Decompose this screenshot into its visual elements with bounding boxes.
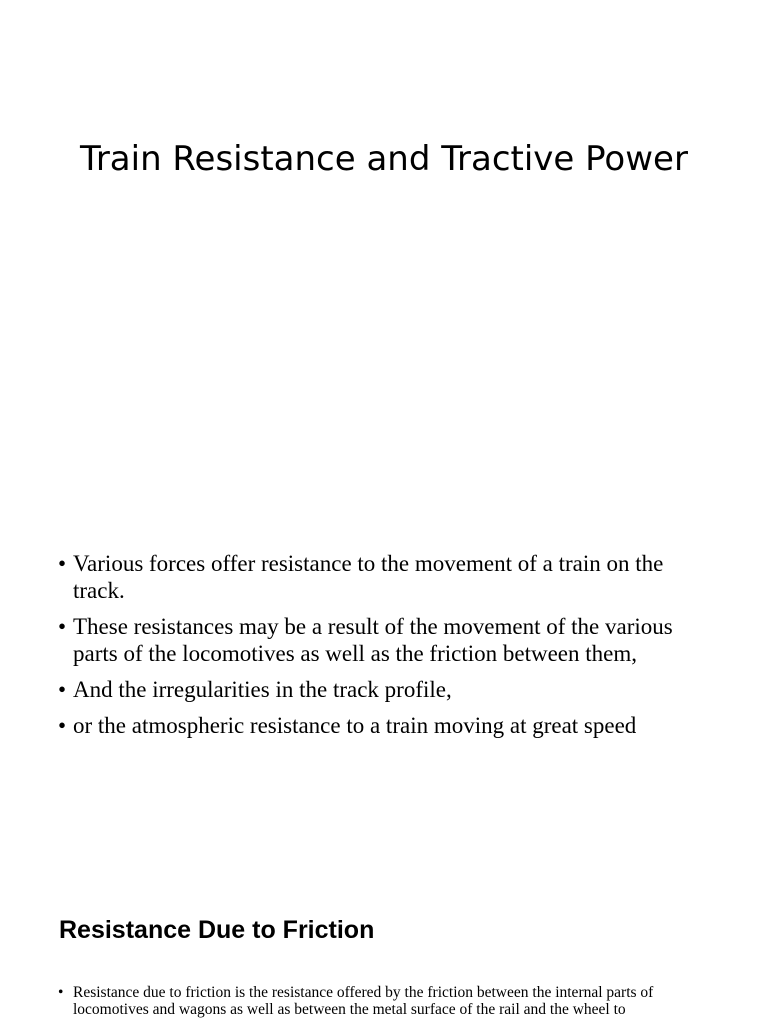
bullet-icon: • [58,551,67,576]
bullet-icon: • [58,713,67,738]
bullet-text: Resistance due to friction is the resistance offered by the friction between the internal parts of locomotives and wagons as well as between the metal surface of the rail and the wheel to [73,984,654,1018]
bullet-text: These resistances may be a result of the movement of the various parts of the locomotives as well as the friction between them, [73,614,673,666]
slide-title: Train Resistance and Tractive Power [80,139,688,179]
section-bullet-list [58,984,718,1018]
bullet-icon: • [58,984,64,1001]
bullet-item [58,984,718,1018]
bullet-text: Various forces offer resistance to the movement of a train on the track. [73,551,664,603]
bullet-item [58,676,718,703]
bullet-item [58,613,718,667]
section-heading: Resistance Due to Friction [59,916,375,944]
bullet-icon: • [58,677,67,702]
bullet-text: And the irregularities in the track profile, [73,677,452,702]
bullet-icon: • [58,614,67,639]
bullet-item [58,550,718,604]
slide-bullet-list [58,550,718,748]
bullet-text: or the atmospheric resistance to a train moving at great speed [73,713,637,738]
bullet-item [58,712,718,739]
